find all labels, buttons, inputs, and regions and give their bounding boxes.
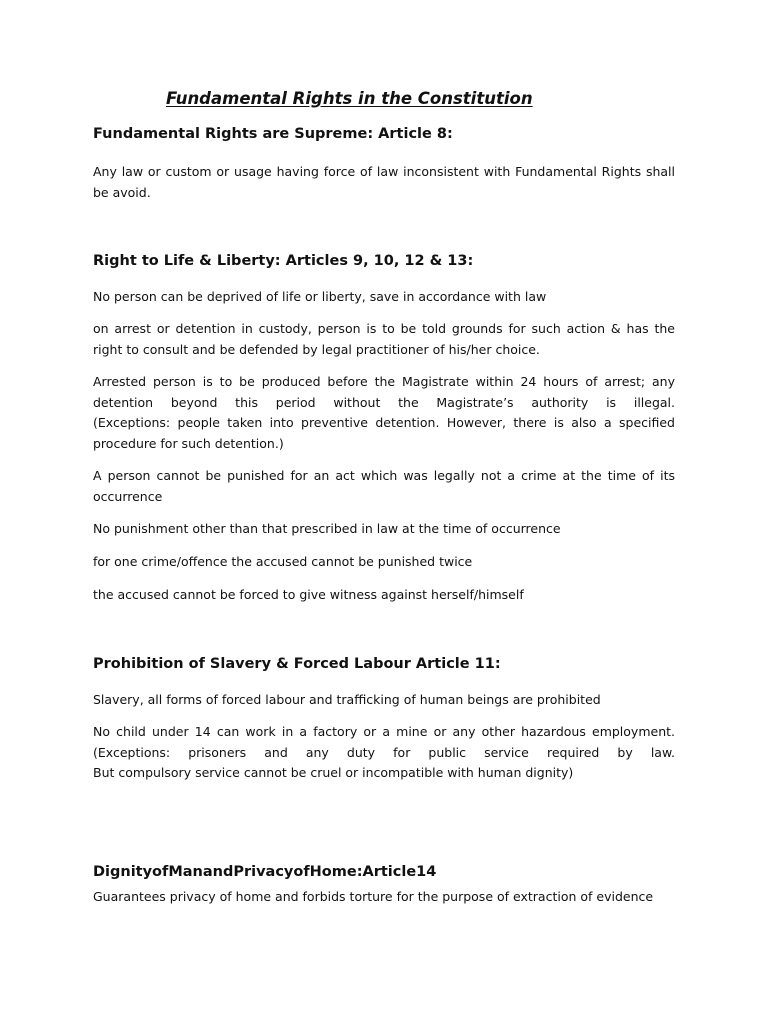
paragraph-line: But compulsory service cannot be cruel or incompatible with human dignity)	[93, 765, 574, 781]
paragraph-magistrate-24-hours	[93, 372, 675, 455]
paragraph-line: on arrest or detention in custody, person is to be told grounds for such action & has the	[93, 321, 675, 336]
paragraph-line: be avoid.	[93, 184, 151, 200]
paragraph-self-incrimination: the accused cannot be forced to give witness against herself/himself	[93, 587, 524, 602]
paragraph-line: detention beyond this period without the Magistrate’s authority is illegal.	[93, 394, 675, 410]
section-heading-article-11: Prohibition of Slavery & Forced Labour Article 11:	[93, 656, 501, 672]
paragraph-line: occurrence	[93, 488, 163, 504]
paragraph-deprivation-of-life: No person can be deprived of life or liberty, save in accordance with law	[93, 289, 547, 304]
paragraph-line: (Exceptions: people taken into preventive detention. However, there is also a specified	[93, 415, 675, 431]
paragraph-line: No child under 14 can work in a factory or a mine or any other hazardous employment.	[93, 724, 675, 739]
paragraph-line: Any law or custom or usage having force of law inconsistent with Fundamental Rights shall	[93, 164, 675, 179]
paragraph-article-8	[93, 162, 675, 203]
paragraph-slavery-prohibited: Slavery, all forms of forced labour and trafficking of human beings are prohibited	[93, 692, 601, 707]
paragraph-arrest-grounds	[93, 319, 675, 360]
section-heading-article-14: DignityofManandPrivacyofHome:Article14	[93, 864, 437, 880]
section-heading-article-8: Fundamental Rights are Supreme: Article 8:	[93, 126, 453, 142]
paragraph-line: procedure for such detention.)	[93, 436, 284, 452]
section-heading-articles-9-10-12-13: Right to Life & Liberty: Articles 9, 10, 12 & 13:	[93, 253, 474, 269]
paragraph-not-a-crime	[93, 466, 675, 507]
paragraph-line: (Exceptions: prisoners and any duty for public service required by law.	[93, 744, 675, 760]
paragraph-double-jeopardy: for one crime/offence the accused cannot be punished twice	[93, 554, 473, 569]
paragraph-line: A person cannot be punished for an act which was legally not a crime at the time of its	[93, 468, 675, 483]
paragraph-line: right to consult and be defended by legal practitioner of his/her choice.	[93, 341, 540, 357]
paragraph-no-other-punishment: No punishment other than that prescribed in law at the time of occurrence	[93, 521, 561, 536]
paragraph-line: Arrested person is to be produced before the Magistrate within 24 hours of arrest; any	[93, 374, 675, 389]
document-title: Fundamental Rights in the Constitution	[166, 89, 533, 108]
paragraph-child-labour	[93, 722, 675, 784]
paragraph-privacy-of-home: Guarantees privacy of home and forbids torture for the purpose of extraction of evidence	[93, 889, 654, 904]
